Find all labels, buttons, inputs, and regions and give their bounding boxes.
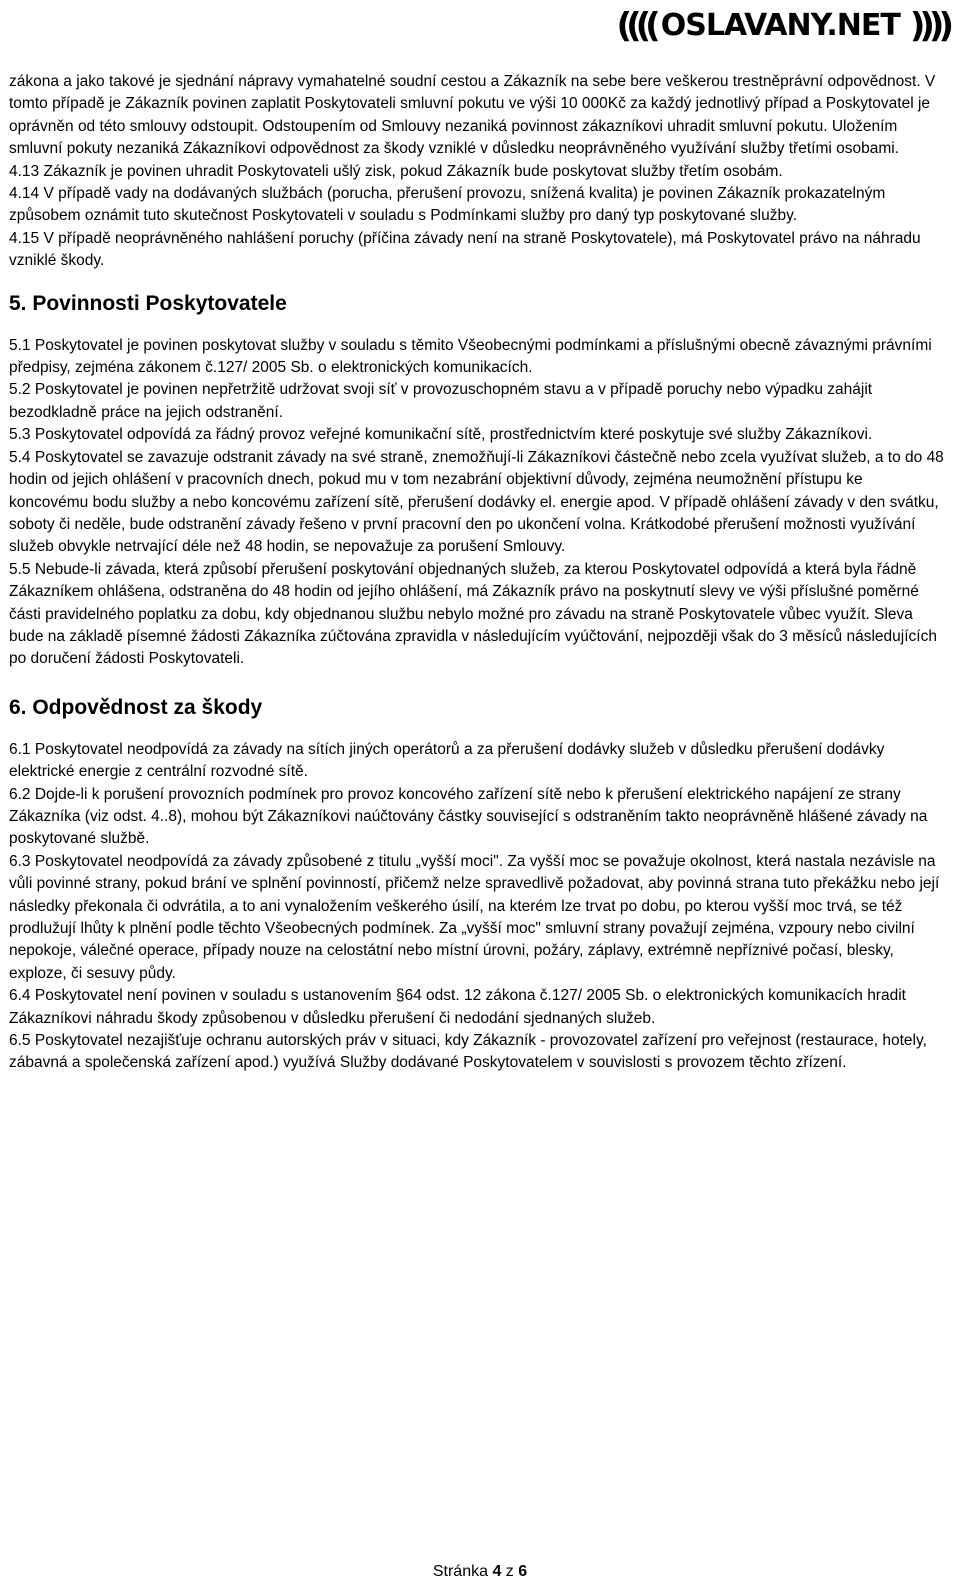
paragraph-6-3: 6.3 Poskytovatel neodpovídá za závady způsobené z titulu „vyšší moci". Za vyšší moc se považuje okolnost, která nastala nezávisle na vůli povinné strany, pokud brání ve splnění povinností, přičemž nelze spravedlivě požadovat, aby povinná strana tuto překážku nebo její následky překonala či odvrátila, a to ani vynaložením veškerého úsilí, na kterém lze trvat po dobu, po kterou vyšší moc trvá, se též prodlužují lhůty k plnění podle těchto Všeobecných podmínek. Za „vyšší moc" smluvní strany považují zejména, vzpoury nebo civilní nepokoje, válečné operace, případy nouze na celostátní nebo místní úrovni, požáry, záplavy, extrémně nepříznivé počasí, blesky, exploze, či sesuvy půdy. [9,852,940,982]
paragraph-4-15: 4.15 V případě neoprávněného nahlášení poruchy (příčina závady není na straně Poskytovatele), má Poskytovatel právo na náhradu vzniklé škody. [9,229,921,270]
paragraph-5-1: 5.1 Poskytovatel je povinen poskytovat služby v souladu s těmito Všeobecnými podmínkami a příslušnými obecně závaznými právními předpisy, zejména zákonem č.127/ 2005 Sb. o elektronických komunikacích. [9,336,932,377]
logo-signal-right-icon: )))) [909,6,948,46]
paragraph-5-4: 5.4 Poskytovatel se zavazuje odstranit závady na své straně, znemožňují-li Zákazníkovi částečně nebo zcela využívat služeb, a to do 48 hodin od jejich ohlášení v pracovních dnech, pokud mu v tom nezabrání objektivní důvody, zejména neumožnění přístupu ke koncovému bodu služby a nebo koncovému zařízení sítě, přerušení dodávky el. energie apod. V případě ohlášení závady v den svátku, soboty či neděle, bude odstranění závady řešeno v první pracovní den po ukončení volna. Krátkodobé přerušení možnosti využívání služeb obvykle netrvající déle než 48 hodin, se nepovažuje za porušení Smlouvy. [9,448,944,556]
paragraph-6-4: 6.4 Poskytovatel není povinen v souladu s ustanovením §64 odst. 12 zákona č.127/ 2005 Sb. o elektronických komunikacích hradit Zákazníkovi náhradu škody způsobenou v důsledku přerušení či nedodání sjednaných služeb. [9,987,906,1027]
document-body [9,71,944,1075]
paragraph-5-2: 5.2 Poskytovatel je povinen nepřetržitě udržovat svoji síť v provozuschopném stavu a v případě poruchy nebo výpadku zahájit bezodkladně práce na jejich odstranění. [9,381,873,421]
total-page-count: 6 [518,1563,528,1580]
page-footer [0,1562,960,1582]
paragraph-6-2: 6.2 Dojde-li k porušení provozních podmínek pro provoz koncového zařízení sítě nebo k přerušení elektrického napájení ze strany Zákazníka (viz odst. 4..8), mohou být Zákazníkovi naúčtovány částky související s odstraněním takto neoprávněně hlášené závady na poskytované službě. [9,785,928,848]
page-separator: z [505,1563,514,1580]
paragraph-4-14: 4.14 V případě vady na dodávaných službách (porucha, přerušení provozu, snížená kvalita) je povinen Zákazník prokazatelným způsobem oznámit tuto skutečnost Poskytovateli v souladu s Podmínkami služby pro daný typ poskytované služby. [9,185,886,225]
section-6-heading: 6. Odpovědnost za škody [9,695,263,719]
paragraph-4-13: 4.13 Zákazník je povinen uhradit Poskytovateli ušlý zisk, pokud Zákazník bude poskytovat služby třetím osobám. [9,162,783,180]
paragraph-continuation: zákona a jako takové je sjednání nápravy vymahatelné soudní cestou a Zákazník na sebe bere veškerou trestněprávní odpovědnost. V tomto případě je Zákazník povinen zaplatit Poskytovateli smluvní pokutu ve výši 10 000Kč za každý jednotlivý případ a Poskytovatel je oprávněn od této smlouvy odstoupit. Odstoupením od Smlouvy nezaniká povinnost zákazníkovi uhradit smluvní pokutu. Uložením smluvní pokuty nezaniká Zákazníkovi odpovědnost za škody vzniklé v důsledku neoprávněného využívání služby třetími osobami. [9,73,936,158]
paragraph-6-1: 6.1 Poskytovatel neodpovídá za závady na sítích jiných operátorů a za přerušení dodávky služeb v důsledku přerušení dodávky elektrické energie z centrální rozvodné sítě. [9,740,885,781]
page-label: Stránka [432,1563,488,1580]
current-page-number: 4 [492,1563,502,1580]
paragraph-6-5: 6.5 Poskytovatel nezajišťuje ochranu autorských práv v situaci, kdy Zákazník - provozovatel zařízení pro veřejnost (restaurace, hotely, zábavná a společenská zařízení apod.) využívá Služby dodávané Poskytovatelem v souvislosti s provozem těchto zřízení. [9,1032,927,1072]
logo-signal-left-icon: (((( [616,6,655,46]
logo-wordmark: OSLAVANY.NET [660,8,900,43]
paragraph-5-3: 5.3 Poskytovatel odpovídá za řádný provoz veřejné komunikační sítě, prostřednictvím které poskytuje své služby Zákazníkovi. [9,426,873,444]
section-5-heading: 5. Povinnosti Poskytovatele [9,291,287,315]
oslavany-logo [617,4,948,48]
paragraph-5-5: 5.5 Nebude-li závada, která způsobí přerušení poskytování objednaných služeb, za kterou Poskytovatel odpovídá a která byla řádně Zákazníkem ohlášena, odstraněna do 48 hodin od jejího ohlášení, má Zákazník právo na poskytnutí slevy ve výši příslušné poměrné části pravidelného poplatku za dobu, kdy objednanou službu nebylo možné pro závadu na straně Poskytovatele vůbec využít. Sleva bude na základě písemné žádosti Zákazníka zúčtována zpravidla v následujícím vyúčtování, nejpozději však do 3 měsíců následujících po doručení žádosti Poskytovateli. [9,560,937,668]
